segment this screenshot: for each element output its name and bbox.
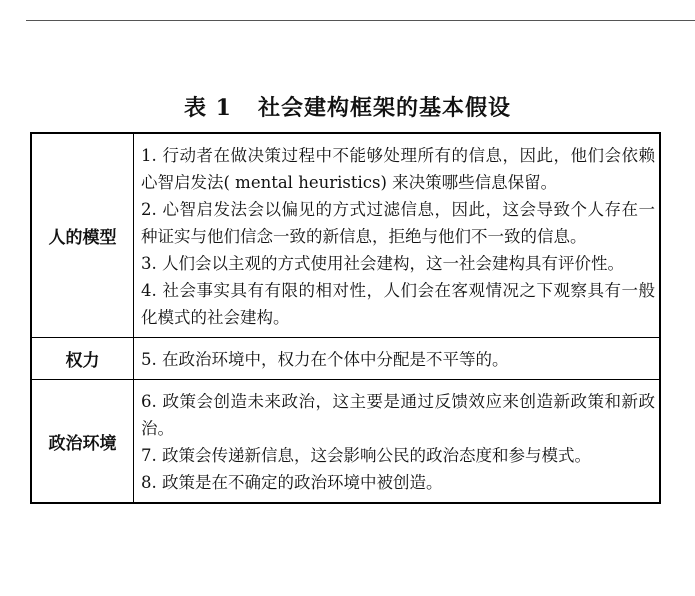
list-item: 7. 政策会传递新信息，这会影响公民的政治态度和参与模式。	[141, 446, 591, 465]
table-title	[0, 91, 695, 122]
row-label: 政治环境	[31, 380, 134, 504]
assumptions-table	[30, 132, 661, 504]
list-item: 8. 政策是在不确定的政治环境中被创造。	[141, 473, 443, 492]
row-label: 人的模型	[31, 133, 134, 338]
page-header-rule	[26, 20, 695, 21]
table-row	[31, 133, 660, 338]
row-label: 权力	[31, 338, 134, 380]
row-content	[134, 338, 661, 380]
list-item: 2. 心智启发法会以偏见的方式过滤信息，因此，这会导致个人存在一种证实与他们信念一致的新信息，拒绝与他们不一致的信息。	[141, 200, 655, 246]
list-item: 5. 在政治环境中，权力在个体中分配是不平等的。	[141, 350, 509, 369]
list-item: 1. 行动者在做决策过程中不能够处理所有的信息，因此，他们会依赖心智启发法( mental heuristics) 来决策哪些信息保留。	[141, 146, 655, 192]
table-row	[31, 338, 660, 380]
list-item: 3. 人们会以主观的方式使用社会建构，这一社会建构具有评价性。	[141, 254, 624, 273]
table-title-text: 社会建构框架的基本假设	[257, 95, 511, 121]
table-number: 表 1	[184, 95, 232, 121]
row-content	[134, 380, 661, 504]
table-row	[31, 380, 660, 504]
list-item: 6. 政策会创造未来政治，这主要是通过反馈效应来创造新政策和新政治。	[141, 392, 655, 438]
list-item: 4. 社会事实具有有限的相对性，人们会在客观情况之下观察具有一般化模式的社会建构。	[141, 281, 655, 327]
row-content	[134, 133, 661, 338]
